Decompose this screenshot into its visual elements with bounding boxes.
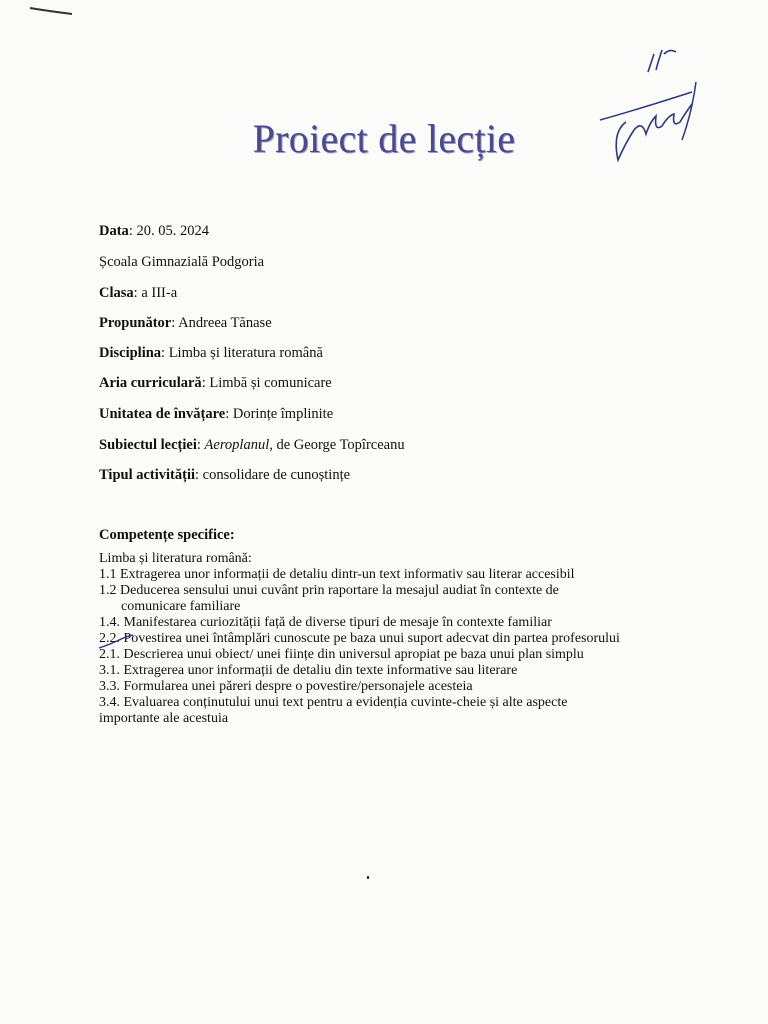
handwritten-strike-mark [97, 634, 137, 652]
field-date: Data: 20. 05. 2024 [99, 223, 209, 239]
field-learning-unit: Unitatea de învățare: Dorințe împlinite [99, 406, 334, 422]
list-item-continuation: importante ale acestuia [99, 711, 229, 726]
field-value: a III-a [141, 285, 178, 301]
list-item: 3.1. Extragerea unor informații de detaliu din texte informative sau literare [99, 663, 518, 678]
list-item: 1.2 Deducerea sensului unui cuvânt prin raportare la mesajul audiat în contexte de [99, 583, 559, 598]
field-label: Subiectul lecției [99, 437, 197, 453]
list-item: 1.1 Extragerea unor informații de detaliu dintr-un text informativ sau literar accesibil [99, 567, 575, 582]
field-value: 20. 05. 2024 [136, 223, 209, 239]
field-lesson-subject: Subiectul lecției: Aeroplanul, de George Topîrceanu [99, 437, 405, 453]
field-value: Limba și literatura română [168, 345, 323, 361]
list-item: 3.4. Evaluarea conținutului unui text pentru a evidenția cuvinte-cheie și alte aspecte [99, 695, 568, 710]
field-value: Andreea Tănase [178, 315, 272, 331]
field-label: Data [99, 223, 129, 239]
field-label: Aria curriculară [99, 375, 202, 391]
competences-list [99, 551, 659, 727]
list-item: 2.2. Povestirea unei întâmplări cunoscute pe baza unui suport adecvat din partea profesorului [99, 631, 620, 646]
handwritten-signature [596, 42, 706, 167]
field-school [99, 254, 264, 271]
field-label: Clasa [99, 285, 134, 301]
field-value: , de George Topîrceanu [269, 437, 405, 453]
field-label: Disciplina [99, 345, 162, 361]
list-item: 2.1. Descrierea unui obiect/ unei ființe din universul apropiat pe baza unui plan simplu [99, 647, 584, 662]
field-label: Propunător [99, 315, 172, 331]
field-label: Unitatea de învățare [99, 406, 226, 422]
field-curricular-area: Aria curriculară: Limbă și comunicare [99, 375, 332, 391]
field-label: Tipul activității [99, 467, 196, 483]
pen-stroke-mark [28, 2, 78, 18]
field-value: Dorințe împlinite [232, 406, 334, 422]
competences-subject: Limba și literatura română: [99, 551, 252, 566]
field-class: Clasa: a III-a [99, 285, 178, 301]
field-value: consolidare de cunoștințe [202, 467, 351, 483]
competences-heading: Competențe specifice: [99, 527, 235, 543]
field-discipline: Disciplina: Limba și literatura română [99, 345, 323, 361]
field-value: Școala Gimnazială Podgoria [99, 254, 265, 270]
list-item: 1.4. Manifestarea curiozității față de diverse tipuri de mesaje în contexte familiar [99, 615, 552, 630]
field-activity-type: Tipul activității: consolidare de cunoștințe [99, 467, 351, 483]
list-item: 3.3. Formularea unei păreri despre o povestire/personajele acesteia [99, 679, 473, 694]
speck-mark [367, 876, 369, 879]
field-teacher: Propunător: Andreea Tănase [99, 315, 272, 331]
field-value: Limbă și comunicare [209, 375, 332, 391]
document-title: Proiect de lecție [252, 116, 516, 161]
list-item-continuation: comunicare familiare [121, 599, 241, 614]
field-value-italic: Aeroplanul [204, 437, 270, 453]
